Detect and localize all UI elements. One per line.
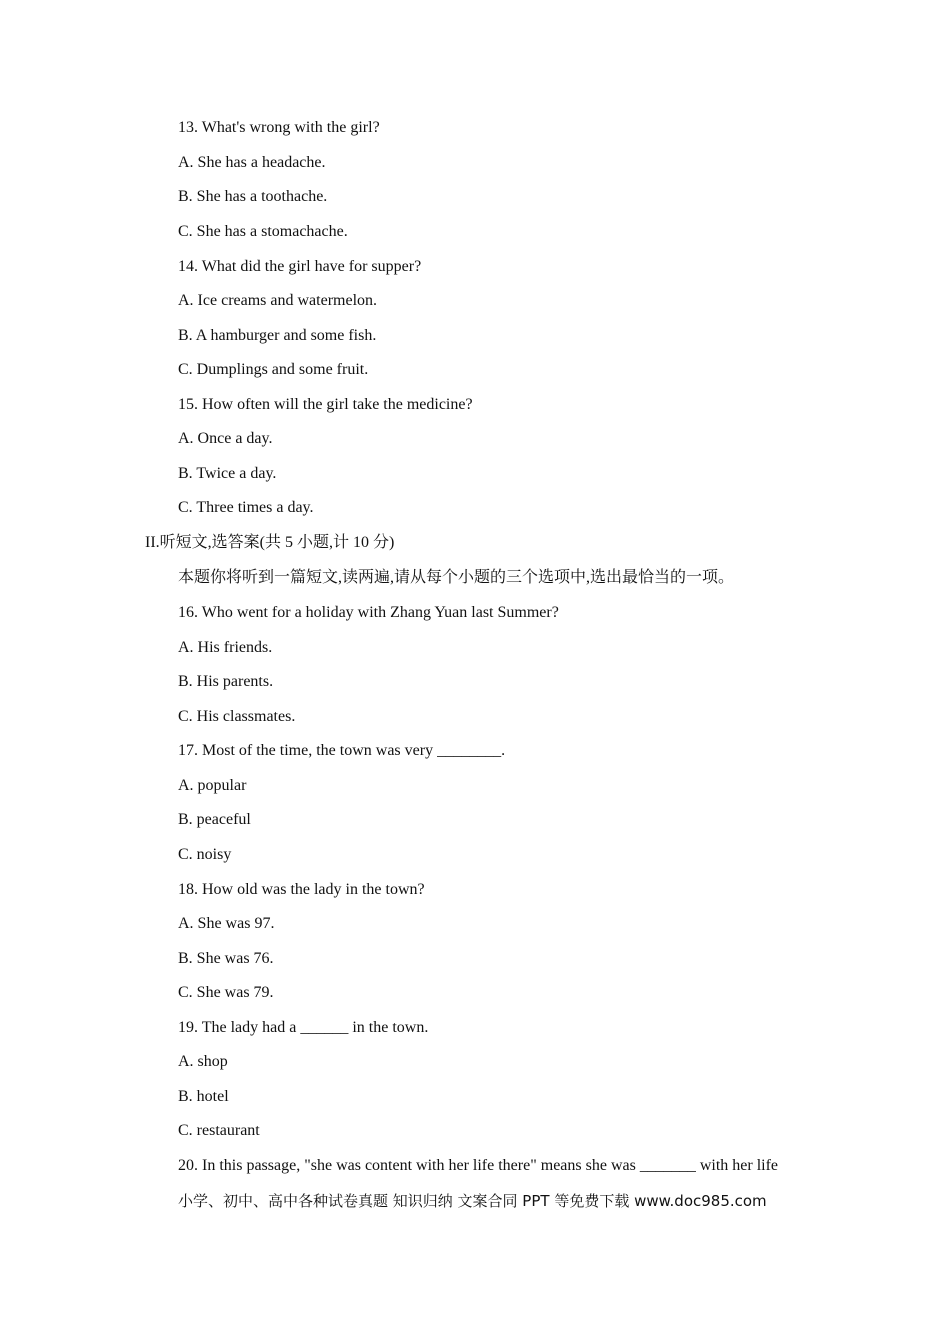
question-19-stem: 19. The lady had a ______ in the town. [178,1019,429,1036]
question-18-option-b: B. She was 76. [178,950,274,967]
question-16-stem: 16. Who went for a holiday with Zhang Yuan last Summer? [178,604,559,621]
question-14-stem: 14. What did the girl have for supper? [178,258,422,275]
question-19-option-b: B. hotel [178,1088,229,1105]
question-17-stem: 17. Most of the time, the town was very ________. [178,742,506,759]
question-18-stem: 18. How old was the lady in the town? [178,881,425,898]
question-13-option-b: B. She has a toothache. [178,188,328,205]
question-13-stem: 13. What's wrong with the girl? [178,119,380,136]
section-2-instruction: 本题你将听到一篇短文,读两遍,请从每个小题的三个选项中,选出最恰当的一项。 [178,569,735,586]
question-20-stem: 20. In this passage, "she was content with her life there" means she was _______ with her life [178,1157,779,1174]
question-15-option-a: A. Once a day. [178,430,273,447]
question-16-option-b: B. His parents. [178,673,274,690]
question-13-option-c: C. She has a stomachache. [178,223,348,240]
question-16-option-c: C. His classmates. [178,708,296,725]
question-17-option-a: A. popular [178,777,247,794]
question-15-stem: 15. How often will the girl take the medicine? [178,396,473,413]
question-17-option-b: B. peaceful [178,811,251,828]
question-14-option-c: C. Dumplings and some fruit. [178,361,369,378]
question-17-option-c: C. noisy [178,846,232,863]
question-13-option-a: A. She has a headache. [178,154,326,171]
question-18-option-c: C. She was 79. [178,984,274,1001]
question-16-option-a: A. His friends. [178,639,273,656]
question-19-option-c: C. restaurant [178,1122,260,1139]
question-14-option-a: A. Ice creams and watermelon. [178,292,378,309]
question-18-option-a: A. She was 97. [178,915,275,932]
question-19-option-a: A. shop [178,1053,228,1070]
question-14-option-b: B. A hamburger and some fish. [178,327,377,344]
question-15-option-b: B. Twice a day. [178,465,277,482]
footer-download-banner: 小学、初中、高中各种试卷真题 知识归纳 文案合同 PPT 等免费下载 www.doc985.com [178,1192,767,1210]
question-15-option-c: C. Three times a day. [178,499,314,516]
section-2-heading: II.听短文,选答案(共 5 小题,计 10 分) [145,534,395,551]
